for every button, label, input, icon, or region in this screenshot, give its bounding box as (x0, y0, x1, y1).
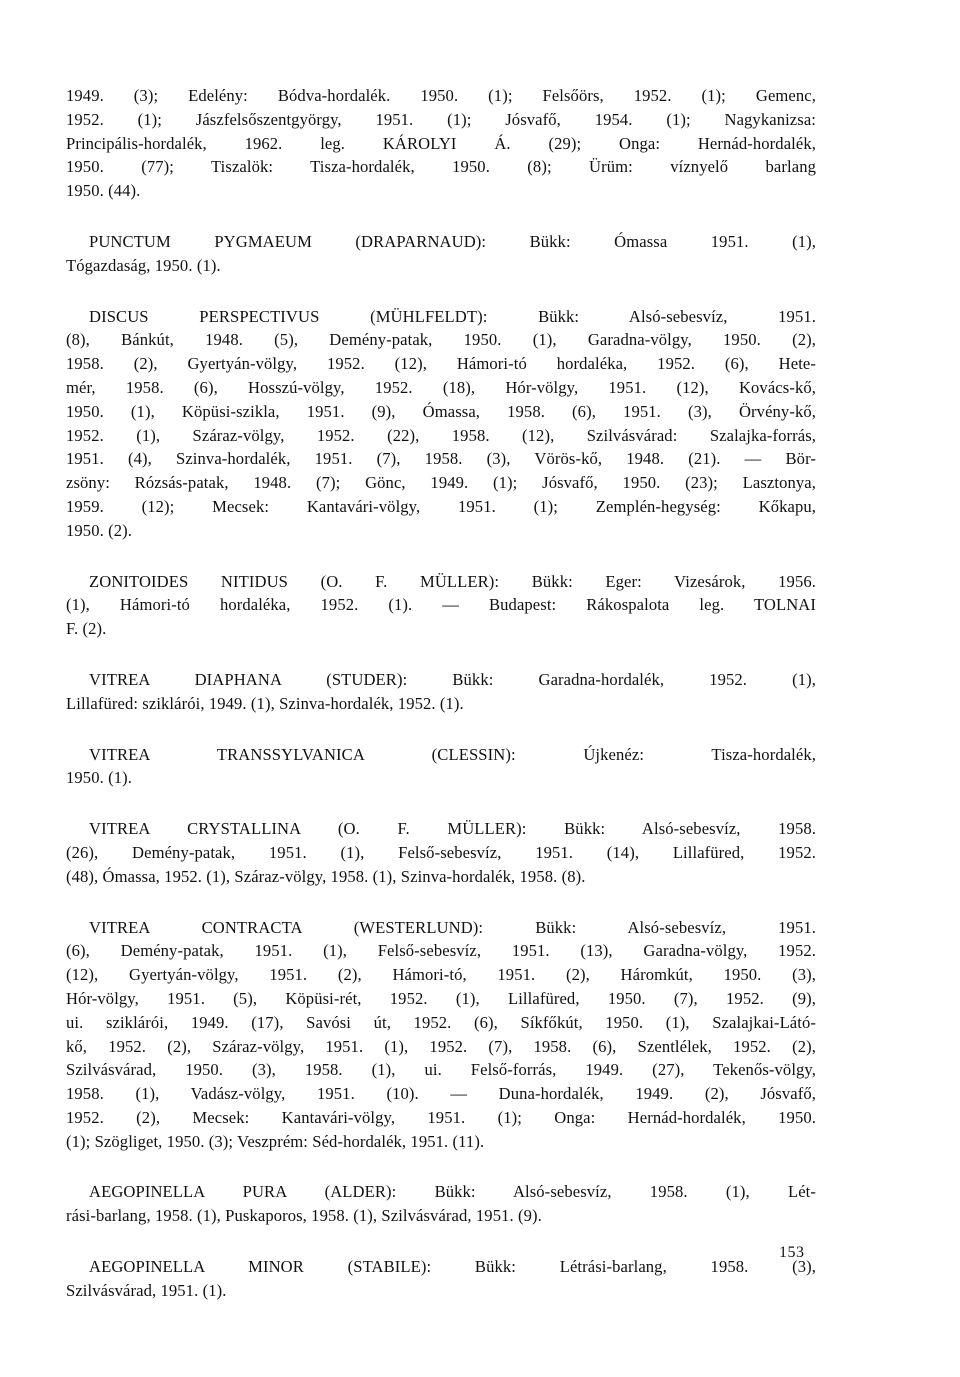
text-line: 1958. (1), Vadász-völgy, 1951. (10). — Duna-hordalék, 1949. (2), Jósvafő, (66, 1084, 816, 1104)
text-line: rási-barlang, 1958. (1), Puskaporos, 1958. (1), Szilvásvárad, 1951. (9). (66, 1206, 542, 1226)
text-line: 1952. (1), Száraz-völgy, 1952. (22), 1958. (12), Szilvásvárad: Szalajka-forrás, (66, 425, 816, 445)
text-line: Szilvásvárad, 1950. (3), 1958. (1), ui. Felső-forrás, 1949. (27), Tekenős-völgy, (66, 1060, 816, 1080)
text-line: (1), Hámori-tó hordaléka, 1952. (1). — Budapest: Rákospalota leg. TOLNAI (66, 595, 816, 615)
text-line: Szilvásvárad, 1951. (1). (66, 1280, 227, 1300)
text-line: PUNCTUM PYGMAEUM (DRAPARNAUD): Bükk: Ómassa 1951. (1), (89, 231, 816, 251)
paragraph-aegopinella-minor (66, 1255, 816, 1303)
text-line: kő, 1952. (2), Száraz-völgy, 1951. (1), 1952. (7), 1958. (6), Szentlélek, 1952. (2), (66, 1036, 816, 1056)
paragraph-vitrea-transsylvanica (66, 743, 816, 791)
text-line: mér, 1958. (6), Hosszú-völgy, 1952. (18), Hór-völgy, 1951. (12), Kovács-kő, (66, 377, 816, 397)
document-page (66, 84, 816, 1330)
text-line: AEGOPINELLA MINOR (STABILE): Bükk: Létrási-barlang, 1958. (3), (89, 1257, 816, 1277)
text-line: (48), Ómassa, 1952. (1), Száraz-völgy, 1958. (1), Szinva-hordalék, 1958. (8). (66, 866, 586, 886)
paragraph-zonitoides-nitidus (66, 570, 816, 641)
paragraph-vitrea-contracta (66, 916, 816, 1154)
text-line: zsöny: Rózsás-patak, 1948. (7); Gönc, 1949. (1); Jósvafő, 1950. (23); Lasztonya, (66, 473, 816, 493)
paragraph-punctum-pygmaeum (66, 230, 816, 278)
paragraph-continuation (66, 84, 816, 203)
text-line: 1951. (4), Szinva-hordalék, 1951. (7), 1958. (3), Vörös-kő, 1948. (21). — Bör- (66, 449, 816, 469)
text-line: 1952. (1); Jászfelsőszentgyörgy, 1951. (1); Jósvafő, 1954. (1); Nagykanizsa: (66, 109, 816, 129)
text-line: Lillafüred: sziklárói, 1949. (1), Szinva-hordalék, 1952. (1). (66, 693, 464, 713)
text-line: DISCUS PERSPECTIVUS (MÜHLFELDT): Bükk: Alsó-sebesvíz, 1951. (89, 306, 816, 326)
text-line: (12), Gyertyán-völgy, 1951. (2), Hámori-tó, 1951. (2), Háromkút, 1950. (3), (66, 965, 816, 985)
text-line: F. (2). (66, 619, 107, 639)
text-line: 1950. (1). (66, 768, 132, 788)
text-line: (26), Demény-patak, 1951. (1), Felső-sebesvíz, 1951. (14), Lillafüred, 1952. (66, 842, 816, 862)
paragraph-discus-perspectivus (66, 305, 816, 543)
page-number: 153 (779, 1244, 805, 1261)
text-line: 1950. (77); Tiszalök: Tisza-hordalék, 1950. (8); Ürüm: víznyelő barlang (66, 157, 816, 177)
paragraph-vitrea-diaphana (66, 668, 816, 716)
text-line: 1950. (2). (66, 520, 132, 540)
text-line: VITREA DIAPHANA (STUDER): Bükk: Garadna-hordalék, 1952. (1), (89, 669, 816, 689)
text-line: 1950. (44). (66, 181, 141, 201)
text-line: (1); Szögliget, 1950. (3); Veszprém: Séd-hordalék, 1951. (11). (66, 1131, 485, 1151)
text-line: VITREA CONTRACTA (WESTERLUND): Bükk: Alsó-sebesvíz, 1951. (89, 917, 816, 937)
paragraph-vitrea-crystallina (66, 817, 816, 888)
text-line: 1958. (2), Gyertyán-völgy, 1952. (12), Hámori-tó hordaléka, 1952. (6), Hete- (66, 354, 816, 374)
text-line: ZONITOIDES NITIDUS (O. F. MÜLLER): Bükk: Eger: Vizesárok, 1956. (89, 571, 816, 591)
text-line: VITREA CRYSTALLINA (O. F. MÜLLER): Bükk: Alsó-sebesvíz, 1958. (89, 819, 816, 839)
text-line: 1959. (12); Mecsek: Kantavári-völgy, 1951. (1); Zemplén-hegység: Kőkapu, (66, 496, 816, 516)
paragraph-aegopinella-pura (66, 1180, 816, 1228)
text-line: Principális-hordalék, 1962. leg. KÁROLYI Á. (29); Onga: Hernád-hordalék, (66, 133, 816, 153)
text-line: (6), Demény-patak, 1951. (1), Felső-sebesvíz, 1951. (13), Garadna-völgy, 1952. (66, 941, 816, 961)
text-line: (8), Bánkút, 1948. (5), Demény-patak, 1950. (1), Garadna-völgy, 1950. (2), (66, 330, 816, 350)
text-line: VITREA TRANSSYLVANICA (CLESSIN): Újkenéz: Tisza-hordalék, (89, 744, 816, 764)
text-line: AEGOPINELLA PURA (ALDER): Bükk: Alsó-sebesvíz, 1958. (1), Lét- (89, 1182, 816, 1202)
text-line: 1949. (3); Edelény: Bódva-hordalék. 1950. (1); Felsőörs, 1952. (1); Gemenc, (66, 86, 816, 105)
text-line: 1952. (2), Mecsek: Kantavári-völgy, 1951. (1); Onga: Hernád-hordalék, 1950. (66, 1107, 816, 1127)
text-line: Tógazdaság, 1950. (1). (66, 255, 221, 275)
text-line: Hór-völgy, 1951. (5), Köpüsi-rét, 1952. (1), Lillafüred, 1950. (7), 1952. (9), (66, 988, 816, 1008)
text-line: 1950. (1), Köpüsi-szikla, 1951. (9), Ómassa, 1958. (6), 1951. (3), Örvény-kő, (66, 401, 816, 421)
text-line: ui. sziklárói, 1949. (17), Savósi út, 1952. (6), Síkfőkút, 1950. (1), Szalajkai-Látó- (66, 1012, 816, 1032)
